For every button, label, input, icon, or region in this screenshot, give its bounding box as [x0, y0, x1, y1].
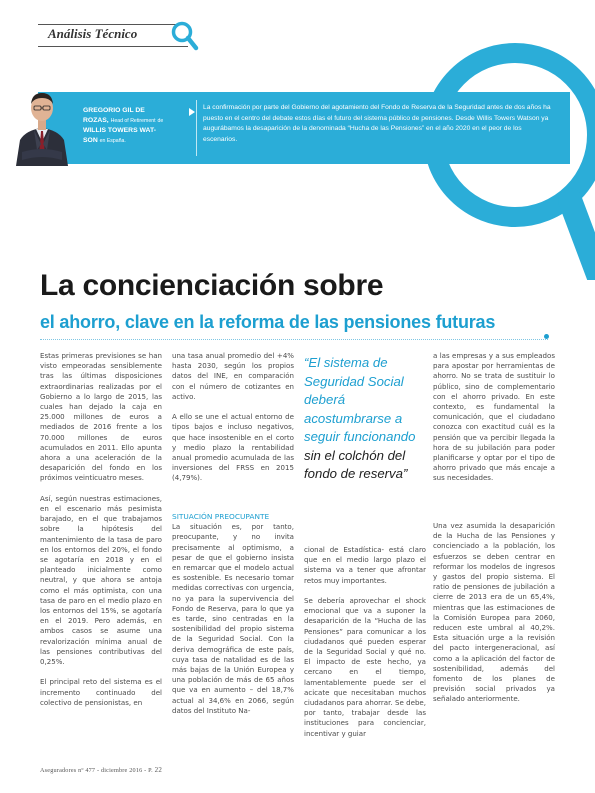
pull-quote-rest: sin el colchón del fondo de reserva”: [304, 447, 408, 481]
magnifier-icon: [170, 20, 200, 52]
subheadline: el ahorro, clave en la reforma de las pensiones futuras: [40, 312, 496, 332]
author-name-1: GREGORIO GIL DE: [83, 107, 145, 114]
page-number: 22: [154, 766, 163, 774]
paragraph: a las empresas y a sus empleados para apostar por herramientas de ahorro. No se trata de sustituir lo público, sino de complementario con el ahorro privado. En este contexto, es fundamental la comunicación, que el ciudadano conozca con exactitud cuál es la pensión que va percibir llegada la hora de su jubilación para poder planificarse y optar por el tipo de ahorro privado que más encaje a sus necesidades.: [433, 351, 555, 483]
header-rule-bottom: [38, 46, 188, 47]
author-role-3: en España.: [99, 138, 126, 144]
author-company-1: WILLIS TOWERS WAT-: [83, 127, 156, 134]
dotted-rule: [40, 339, 548, 340]
paragraph: Así, según nuestras estimaciones, en el escenario más pesimista barajado, en el que trabajamos sobre la hipótesis del mantenimiento de la tasa de paro en los entornos del 20%, el fondo se agotaría en 2018 y en el planteado inicialmente como neutral, y que ahora se antoja como el más optimista, con una tasa de paro en el medio plazo en los entornos del 15%, se agotaría en el 2019. Pero además, en ambos casos se asume una revalorización mínima anual de las pensiones contributivas del 0,25%.: [40, 493, 162, 667]
page-footer: [40, 766, 162, 774]
intro-text: La confirmación por parte del Gobierno del agotamiento del Fondo de Reserva de la Seguridad antes de dos años ha puesto en el centro del debate estos días el futuro del sistema público de pensiones. Desde Willis Towers Watson ya augurábamos la desaparición de la denominada “Hucha de las Pensiones” en el año 2020 en el peor de los escenarios.: [203, 104, 551, 143]
headline: La concienciación sobre: [40, 269, 384, 302]
paragraph: Una vez asumida la desaparición de la Hucha de las Pensiones y concienciado a la población, los esfuerzos se deben centrar en reformar los modelos de ingresos y gastos del propio sistema. El ratio de pensiones de jubilación a cierre de 2013 era de un 65,4%, mientras que las estimaciones de la Comisión Europea para 2060, reducen este umbral al 40,2%. Esta situación urge a la revisión del pacto intergeneracional, así como a la aplicación del factor de sostenibilidad, además del fomento de los planes de previsión social privados ya señalado anteriormente.: [433, 521, 555, 704]
paragraph: Se debería aprovechar el shock emocional que va a suponer la desaparición de la “Hucha de las Pensiones” para comunicar a los ciudadanos qué pueden esperar de la Seguridad Social y qué no. El impacto de este hecho, ya cercano en el tiempo, lamentablemente puede ser el acicate que necesitaban muchos ciudadanos para ahorrar. Se debe, por tanto, trabajar desde las instituciones para concienciar, incentivar y guiar: [304, 596, 426, 738]
footer-text: Aseguradores nº 477 - diciembre 2016 - P.: [40, 767, 153, 774]
paragraph: A ello se une el actual entorno de tipos bajos e incluso negativos, que hace insostenible en el corto y medio plazo la rentabilidad anual promedio acumulada de las inversiones del FRSS en 2015 (4,79%).: [172, 412, 294, 483]
author-credit: [83, 106, 181, 146]
body-column-3: [304, 545, 426, 739]
paragraph: cional de Estadística- está claro que en el medio largo plazo el sistema va a tener que afrontar retos muy importantes.: [304, 545, 426, 585]
pull-quote-highlight: “El sistema de Seguridad Social deberá acostumbrarse a seguir funcionando: [304, 355, 416, 444]
pull-quote: [304, 354, 428, 484]
author-company-2: SON: [83, 137, 98, 144]
author-role-2: de: [157, 118, 164, 124]
body-column-2: [172, 351, 294, 484]
paragraph: Estas primeras previsiones se han visto empeoradas sensiblemente tras las últimas disposiciones extraordinarias realizadas por el Gobierno a lo largo de 2015, las cuales han dejado la caja en 25.000 millones de euros a mediados de 2016 frente a los 70.000 millones de euros acumulados en 2011. Ello apunta ahora a una aceleración de la desaparición del fondo en los próximos veinticuatro meses.: [40, 351, 162, 483]
header-rule-top: [38, 24, 188, 25]
banner-arrow-icon: [189, 108, 195, 116]
paragraph: una tasa anual promedio del +4% hasta 2030, según los propios datos del INE, en comparación con el número de cotizantes en activo.: [172, 351, 294, 401]
author-role-1: Head of Retirement: [110, 118, 156, 124]
paragraph: La situación es, por tanto, preocupante, y no invita precisamente al optimismo, a pesar de que el gobierno insista en remarcar que el modelo actual es sostenible. Es necesario tomar medidas correctivas con urgencia, no ya para la supervivencia del Fondo de Reserva, para lo que ya es tarde, sino centradas en la sostenibilidad del propio sistema de la Seguridad Social. Con la deriva demográfica de este país, cuya tasa de natalidad es de las más bajas de la Unión Europea y una población de más de 65 años que va en aumento – del 18,7% actual al 34,6% en 2066, según datos del Instituto Na-: [172, 522, 294, 715]
body-column-4-continued: [433, 521, 555, 705]
body-column-4: [433, 351, 555, 484]
section-title: Análisis Técnico: [48, 26, 138, 41]
author-name-2: ROZAS,: [83, 117, 109, 124]
banner-divider: [196, 100, 197, 156]
body-column-1: [40, 351, 162, 708]
section-subheading: SITUACIÓN PREOCUPANTE: [172, 512, 270, 521]
author-photo: [12, 80, 72, 166]
body-column-2-continued: [172, 512, 294, 716]
paragraph: El principal reto del sistema es el incremento continuado del colectivo de pensionistas, en: [40, 677, 162, 707]
